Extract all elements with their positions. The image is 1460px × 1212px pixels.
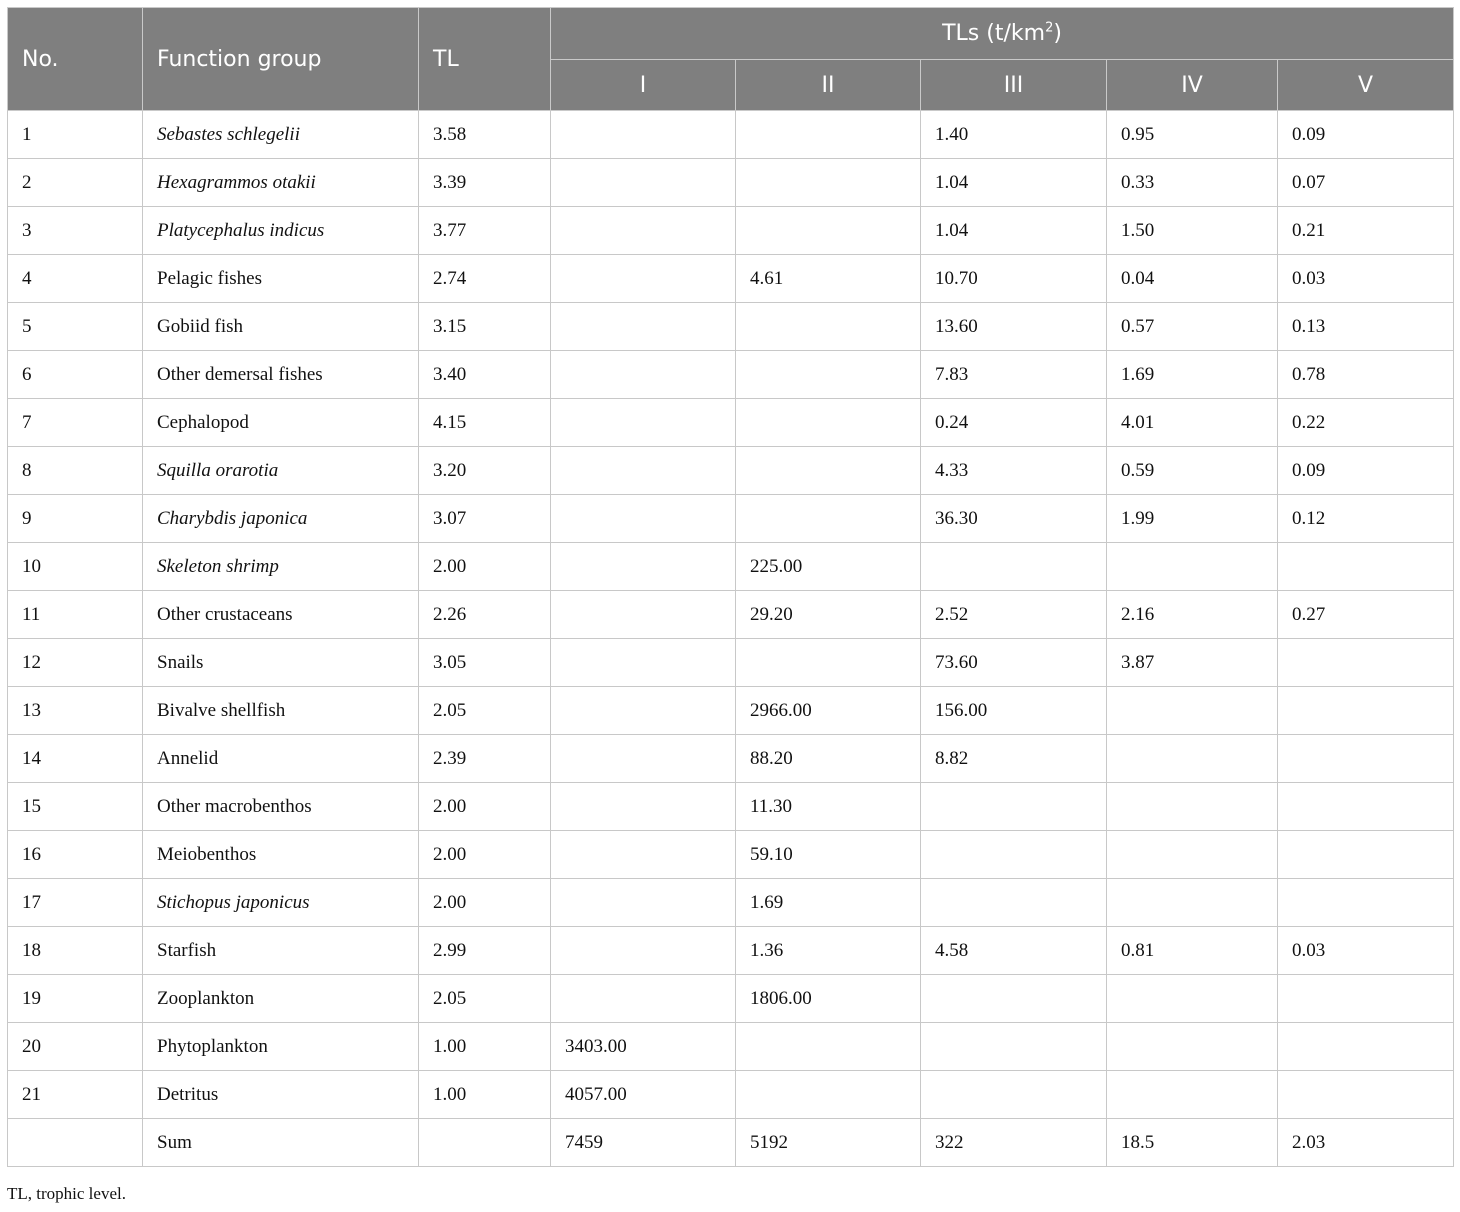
cell-level-v: 0.07	[1278, 159, 1454, 207]
cell-no: 18	[8, 927, 143, 975]
cell-tl: 3.58	[419, 111, 551, 159]
cell-no: 14	[8, 735, 143, 783]
cell-level-iv: 0.33	[1107, 159, 1278, 207]
cell-level-iii: 4.33	[921, 447, 1107, 495]
cell-level-ii: 59.10	[736, 831, 921, 879]
table-row	[8, 399, 1454, 447]
cell-function-group: Detritus	[143, 1071, 419, 1119]
cell-tl: 3.39	[419, 159, 551, 207]
cell-level-iii: 10.70	[921, 255, 1107, 303]
table-row	[8, 927, 1454, 975]
cell-level-ii: 225.00	[736, 543, 921, 591]
cell-function-group: Phytoplankton	[143, 1023, 419, 1071]
cell-function-group: Gobiid fish	[143, 303, 419, 351]
cell-level-iv	[1107, 975, 1278, 1023]
cell-function-group: Meiobenthos	[143, 831, 419, 879]
cell-level-v	[1278, 831, 1454, 879]
cell-level-v: 0.03	[1278, 255, 1454, 303]
cell-level-i	[551, 591, 736, 639]
cell-level-ii: 1806.00	[736, 975, 921, 1023]
table-row	[8, 207, 1454, 255]
cell-level-iii: 36.30	[921, 495, 1107, 543]
cell-no: 1	[8, 111, 143, 159]
cell-level-ii: 2966.00	[736, 687, 921, 735]
cell-level-v	[1278, 735, 1454, 783]
cell-level-i	[551, 255, 736, 303]
cell-function-group: Annelid	[143, 735, 419, 783]
header-level-ii: II	[736, 60, 921, 111]
table-row	[8, 639, 1454, 687]
header-level-v: V	[1278, 60, 1454, 111]
cell-function-group: Stichopus japonicus	[143, 879, 419, 927]
cell-level-iii	[921, 543, 1107, 591]
table-footnote: TL, trophic level.	[7, 1184, 126, 1203]
table-row	[8, 111, 1454, 159]
cell-level-iii	[921, 879, 1107, 927]
cell-level-iv: 3.87	[1107, 639, 1278, 687]
cell-level-ii: 1.69	[736, 879, 921, 927]
cell-no: 12	[8, 639, 143, 687]
header-level-iv: IV	[1107, 60, 1278, 111]
header-tls-prefix: TLs (t/km	[942, 21, 1046, 46]
cell-no: 6	[8, 351, 143, 399]
table-row	[8, 783, 1454, 831]
cell-level-v: 0.03	[1278, 927, 1454, 975]
cell-level-v	[1278, 543, 1454, 591]
table-row	[8, 735, 1454, 783]
cell-level-iv: 1.50	[1107, 207, 1278, 255]
table-row	[8, 447, 1454, 495]
cell-level-iv	[1107, 879, 1278, 927]
cell-level-iv	[1107, 831, 1278, 879]
trophic-level-table	[7, 7, 1454, 1167]
cell-level-v: 0.09	[1278, 111, 1454, 159]
cell-level-iv	[1107, 687, 1278, 735]
cell-no: 3	[8, 207, 143, 255]
cell-level-v: 0.27	[1278, 591, 1454, 639]
cell-level-ii: 1.36	[736, 927, 921, 975]
cell-level-iv	[1107, 783, 1278, 831]
cell-level-ii	[736, 399, 921, 447]
cell-level-iii: 13.60	[921, 303, 1107, 351]
table-row	[8, 975, 1454, 1023]
cell-tl	[419, 1119, 551, 1167]
table-row	[8, 1119, 1454, 1167]
cell-no	[8, 1119, 143, 1167]
table-row	[8, 879, 1454, 927]
cell-tl: 2.00	[419, 543, 551, 591]
cell-no: 17	[8, 879, 143, 927]
cell-no: 16	[8, 831, 143, 879]
cell-no: 19	[8, 975, 143, 1023]
cell-tl: 3.07	[419, 495, 551, 543]
cell-level-ii	[736, 111, 921, 159]
cell-tl: 2.74	[419, 255, 551, 303]
table-row	[8, 591, 1454, 639]
cell-level-i: 3403.00	[551, 1023, 736, 1071]
cell-tl: 2.00	[419, 879, 551, 927]
cell-level-v: 2.03	[1278, 1119, 1454, 1167]
cell-function-group: Cephalopod	[143, 399, 419, 447]
header-tls-superscript: 2	[1045, 20, 1054, 36]
cell-level-iii	[921, 1071, 1107, 1119]
cell-level-i: 4057.00	[551, 1071, 736, 1119]
cell-level-ii	[736, 447, 921, 495]
cell-level-iv: 18.5	[1107, 1119, 1278, 1167]
cell-level-iii: 0.24	[921, 399, 1107, 447]
header-tls-group	[551, 8, 1454, 60]
table-row	[8, 1023, 1454, 1071]
header-no: No.	[8, 8, 143, 111]
cell-no: 13	[8, 687, 143, 735]
cell-level-i	[551, 975, 736, 1023]
cell-level-v	[1278, 1071, 1454, 1119]
cell-function-group: Platycephalus indicus	[143, 207, 419, 255]
cell-level-iv	[1107, 1071, 1278, 1119]
cell-level-iii: 73.60	[921, 639, 1107, 687]
cell-level-ii	[736, 351, 921, 399]
cell-function-group: Other demersal fishes	[143, 351, 419, 399]
cell-level-i	[551, 543, 736, 591]
cell-level-v: 0.78	[1278, 351, 1454, 399]
cell-level-iii	[921, 975, 1107, 1023]
cell-level-i	[551, 735, 736, 783]
cell-level-ii	[736, 1071, 921, 1119]
cell-level-iii: 7.83	[921, 351, 1107, 399]
cell-function-group: Hexagrammos otakii	[143, 159, 419, 207]
table-row	[8, 831, 1454, 879]
cell-tl: 2.99	[419, 927, 551, 975]
cell-level-ii	[736, 639, 921, 687]
cell-function-group: Skeleton shrimp	[143, 543, 419, 591]
cell-level-v	[1278, 879, 1454, 927]
cell-level-i	[551, 687, 736, 735]
cell-level-ii	[736, 159, 921, 207]
cell-level-iii: 156.00	[921, 687, 1107, 735]
cell-level-v: 0.21	[1278, 207, 1454, 255]
header-tl: TL	[419, 8, 551, 111]
cell-level-i	[551, 495, 736, 543]
cell-no: 9	[8, 495, 143, 543]
cell-level-ii	[736, 1023, 921, 1071]
header-level-iii: III	[921, 60, 1107, 111]
cell-function-group: Charybdis japonica	[143, 495, 419, 543]
cell-level-iii: 1.04	[921, 207, 1107, 255]
cell-no: 2	[8, 159, 143, 207]
table-row	[8, 495, 1454, 543]
cell-no: 21	[8, 1071, 143, 1119]
cell-level-v: 0.09	[1278, 447, 1454, 495]
cell-tl: 1.00	[419, 1071, 551, 1119]
cell-level-iv: 0.95	[1107, 111, 1278, 159]
cell-level-iii	[921, 783, 1107, 831]
cell-level-iv	[1107, 1023, 1278, 1071]
cell-no: 7	[8, 399, 143, 447]
cell-tl: 2.26	[419, 591, 551, 639]
cell-tl: 3.15	[419, 303, 551, 351]
cell-function-group: Sebastes schlegelii	[143, 111, 419, 159]
cell-level-i	[551, 399, 736, 447]
cell-tl: 2.05	[419, 975, 551, 1023]
cell-level-iv: 2.16	[1107, 591, 1278, 639]
cell-level-iii	[921, 1023, 1107, 1071]
cell-level-i	[551, 831, 736, 879]
cell-function-group: Starfish	[143, 927, 419, 975]
cell-function-group: Other macrobenthos	[143, 783, 419, 831]
cell-tl: 3.77	[419, 207, 551, 255]
cell-function-group: Pelagic fishes	[143, 255, 419, 303]
cell-function-group: Sum	[143, 1119, 419, 1167]
cell-level-v: 0.12	[1278, 495, 1454, 543]
cell-level-i	[551, 111, 736, 159]
cell-level-v	[1278, 1023, 1454, 1071]
cell-level-ii: 29.20	[736, 591, 921, 639]
cell-level-iii: 322	[921, 1119, 1107, 1167]
cell-level-i	[551, 783, 736, 831]
table-row	[8, 1071, 1454, 1119]
cell-level-iii: 1.04	[921, 159, 1107, 207]
cell-no: 8	[8, 447, 143, 495]
cell-level-ii: 4.61	[736, 255, 921, 303]
cell-level-ii: 11.30	[736, 783, 921, 831]
table-row	[8, 303, 1454, 351]
cell-level-i	[551, 351, 736, 399]
cell-level-iii: 1.40	[921, 111, 1107, 159]
cell-level-v: 0.22	[1278, 399, 1454, 447]
table-row	[8, 543, 1454, 591]
cell-level-iv: 4.01	[1107, 399, 1278, 447]
cell-level-ii	[736, 303, 921, 351]
header-function-group: Function group	[143, 8, 419, 111]
header-tls-suffix: )	[1053, 21, 1062, 46]
cell-no: 5	[8, 303, 143, 351]
cell-level-i	[551, 927, 736, 975]
cell-level-iii: 4.58	[921, 927, 1107, 975]
table-row	[8, 687, 1454, 735]
cell-function-group: Other crustaceans	[143, 591, 419, 639]
cell-function-group: Snails	[143, 639, 419, 687]
cell-level-v	[1278, 639, 1454, 687]
cell-tl: 3.05	[419, 639, 551, 687]
cell-level-v	[1278, 975, 1454, 1023]
cell-tl: 3.20	[419, 447, 551, 495]
cell-level-iv: 0.57	[1107, 303, 1278, 351]
cell-no: 10	[8, 543, 143, 591]
cell-level-v	[1278, 687, 1454, 735]
cell-level-i	[551, 159, 736, 207]
cell-no: 15	[8, 783, 143, 831]
cell-level-iv: 1.69	[1107, 351, 1278, 399]
cell-function-group: Zooplankton	[143, 975, 419, 1023]
cell-no: 4	[8, 255, 143, 303]
cell-level-v: 0.13	[1278, 303, 1454, 351]
cell-level-ii	[736, 207, 921, 255]
cell-level-iii	[921, 831, 1107, 879]
cell-level-iv: 0.81	[1107, 927, 1278, 975]
table-header	[8, 8, 1454, 111]
cell-level-i	[551, 447, 736, 495]
cell-level-i: 7459	[551, 1119, 736, 1167]
cell-no: 20	[8, 1023, 143, 1071]
table-row	[8, 255, 1454, 303]
cell-tl: 2.00	[419, 783, 551, 831]
cell-level-v	[1278, 783, 1454, 831]
cell-level-iii: 2.52	[921, 591, 1107, 639]
cell-level-iv: 1.99	[1107, 495, 1278, 543]
cell-level-ii: 88.20	[736, 735, 921, 783]
cell-level-ii	[736, 495, 921, 543]
cell-function-group: Squilla orarotia	[143, 447, 419, 495]
cell-tl: 2.05	[419, 687, 551, 735]
cell-tl: 2.39	[419, 735, 551, 783]
cell-level-iv	[1107, 735, 1278, 783]
cell-tl: 4.15	[419, 399, 551, 447]
cell-tl: 1.00	[419, 1023, 551, 1071]
cell-level-iv	[1107, 543, 1278, 591]
cell-tl: 2.00	[419, 831, 551, 879]
header-level-i: I	[551, 60, 736, 111]
cell-level-i	[551, 639, 736, 687]
cell-no: 11	[8, 591, 143, 639]
cell-level-ii: 5192	[736, 1119, 921, 1167]
cell-level-iii: 8.82	[921, 735, 1107, 783]
table-row	[8, 159, 1454, 207]
cell-function-group: Bivalve shellfish	[143, 687, 419, 735]
table-row	[8, 351, 1454, 399]
cell-tl: 3.40	[419, 351, 551, 399]
cell-level-i	[551, 303, 736, 351]
cell-level-iv: 0.59	[1107, 447, 1278, 495]
cell-level-i	[551, 207, 736, 255]
cell-level-iv: 0.04	[1107, 255, 1278, 303]
table-body	[8, 111, 1454, 1167]
cell-level-i	[551, 879, 736, 927]
